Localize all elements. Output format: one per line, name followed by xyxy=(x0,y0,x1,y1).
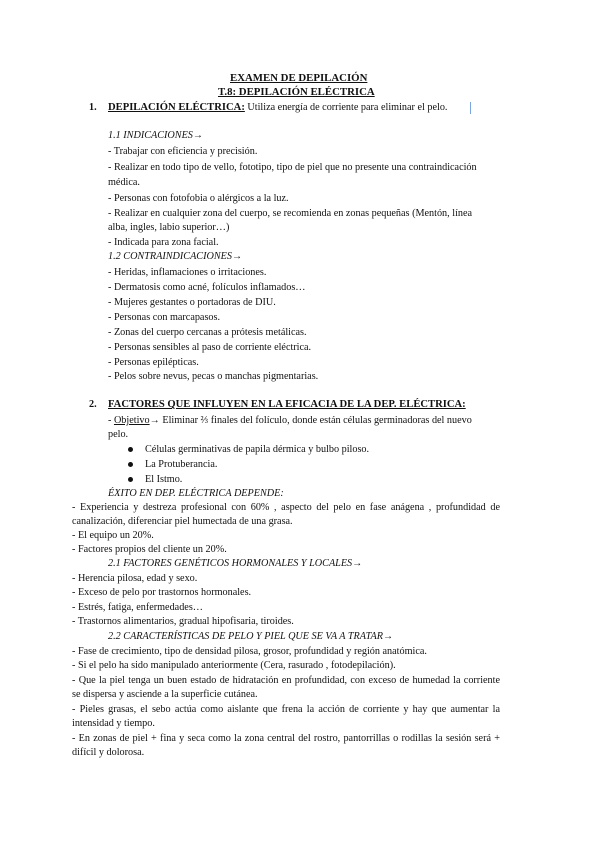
factor-line: - Herencia pilosa, edad y sexo. xyxy=(72,573,198,584)
section-2-number: 2. xyxy=(89,399,97,410)
indication-line: alba, ingles, labio superior…) xyxy=(108,222,230,233)
contraindication-line: - Zonas del cuerpo cercanas a prótesis metálicas. xyxy=(108,327,307,338)
bullet-dot xyxy=(128,477,133,482)
exito-line: - Factores propios del cliente un 20%. xyxy=(72,544,227,555)
factor-line: - Estrés, fatiga, enfermedades… xyxy=(72,602,203,613)
factor-line: - Exceso de pelo por trastornos hormonales. xyxy=(72,587,252,598)
factor-line: se dispersa y asciende a la superficie cutánea. xyxy=(72,689,258,700)
factor-line: difícil y dolorosa. xyxy=(72,747,145,758)
factor-line: - Que la piel tenga un buen estado de hidratación en profundidad, con exceso de humedad la corriente xyxy=(72,675,500,686)
indication-line: - Personas con fotofobia o alérgicos a la luz. xyxy=(108,193,289,204)
bullet-dot xyxy=(128,447,133,452)
objective-label: Objetivo xyxy=(113,415,150,426)
indication-line: - Realizar en cualquier zona del cuerpo, se recomienda en zonas pequeñas (Mentón, línea xyxy=(108,208,473,219)
exito-line: canalización, diferenciar piel humectada de una grasa. xyxy=(72,516,293,527)
section-1-number: 1. xyxy=(89,102,97,113)
contraindication-line: - Pelos sobre nevus, pecas o manchas pigmentarias. xyxy=(108,371,319,382)
section-1-heading: DEPILACIÓN ELÉCTRICA: xyxy=(108,102,245,113)
bullet-item: La Protuberancia. xyxy=(145,459,218,470)
section-1-heading-line xyxy=(108,101,447,114)
contraindication-line: - Personas sensibles al paso de corriente eléctrica. xyxy=(108,342,312,353)
factor-line: - Trastornos alimentarios, gradual hipofisaria, tiroides. xyxy=(72,616,294,627)
subsection-2-1-title: 2.1 FACTORES GENÉTICOS HORMONALES Y LOCALES→ xyxy=(108,558,363,569)
subsection-1-1-title: 1.1 INDICACIONES→ xyxy=(108,130,204,141)
contraindication-line: - Personas epilépticas. xyxy=(108,357,199,368)
objective-line xyxy=(108,414,472,427)
factor-line: - En zonas de piel + fina y seca como la zona central del rostro, pantorrillas o rodillas la sesión será + xyxy=(72,733,500,744)
contraindication-line: - Personas con marcapasos. xyxy=(108,312,221,323)
indication-line: - Indicada para zona facial. xyxy=(108,237,219,248)
bullet-item: El Istmo. xyxy=(145,474,183,485)
factor-line: - Fase de crecimiento, tipo de densidad pilosa, grosor, profundidad y región anatómica. xyxy=(72,646,427,657)
subsection-1-2-title: 1.2 CONTRAINDICACIONES→ xyxy=(108,251,243,262)
section-2-heading: FACTORES QUE INFLUYEN EN LA EFICACIA DE LA DEP. ELÉCTRICA: xyxy=(108,399,466,410)
contraindication-line: - Dermatosis como acné, folículos inflamados… xyxy=(108,282,306,293)
exito-line: - El equipo un 20%. xyxy=(72,530,154,541)
factor-line: intensidad y tiempo. xyxy=(72,718,155,729)
bullet-dot xyxy=(128,462,133,467)
objective-line-2: pelo. xyxy=(108,429,129,440)
exito-title: ÉXITO EN DEP. ELÉCTRICA DEPENDE: xyxy=(108,488,284,499)
topic-title: T.8: DEPILACIÓN ELÉCTRICA xyxy=(218,86,375,98)
section-1-description: Utiliza energía de corriente para eliminar el pelo. xyxy=(244,102,448,113)
subsection-2-2-title: 2.2 CARACTERÍSTICAS DE PELO Y PIEL QUE SE VA A TRATAR→ xyxy=(108,631,394,642)
exito-line: - Experiencia y destreza profesional con 60% , aspecto del pelo en fase anágena , profundidad de xyxy=(72,502,500,513)
objective-text: → Eliminar ⅔ finales del folículo, donde están células germinadoras del nuevo xyxy=(149,415,472,426)
factor-line: - Pieles grasas, el sebo actúa como aislante que frena la acción de corriente y hay que aumentar la xyxy=(72,704,500,715)
contraindication-line: - Heridas, inflamaciones o irritaciones. xyxy=(108,267,267,278)
bullet-item: Células germinativas de papila dérmica y bulbo piloso. xyxy=(145,444,370,455)
exam-title: EXAMEN DE DEPILACIÓN xyxy=(230,72,368,84)
objective-dash: - xyxy=(108,415,114,426)
contraindication-line: - Mujeres gestantes o portadoras de DIU. xyxy=(108,297,276,308)
factor-line: - Si el pelo ha sido manipulado anteriormente (Cera, rasurado , fotodepilación). xyxy=(72,660,396,671)
indication-line: médica. xyxy=(108,177,140,188)
indication-line: - Trabajar con eficiencia y precisión. xyxy=(108,146,258,157)
indication-line: - Realizar en todo tipo de vello, fototipo, tipo de piel que no presente una contraindicación xyxy=(108,162,477,173)
text-cursor xyxy=(470,102,471,114)
